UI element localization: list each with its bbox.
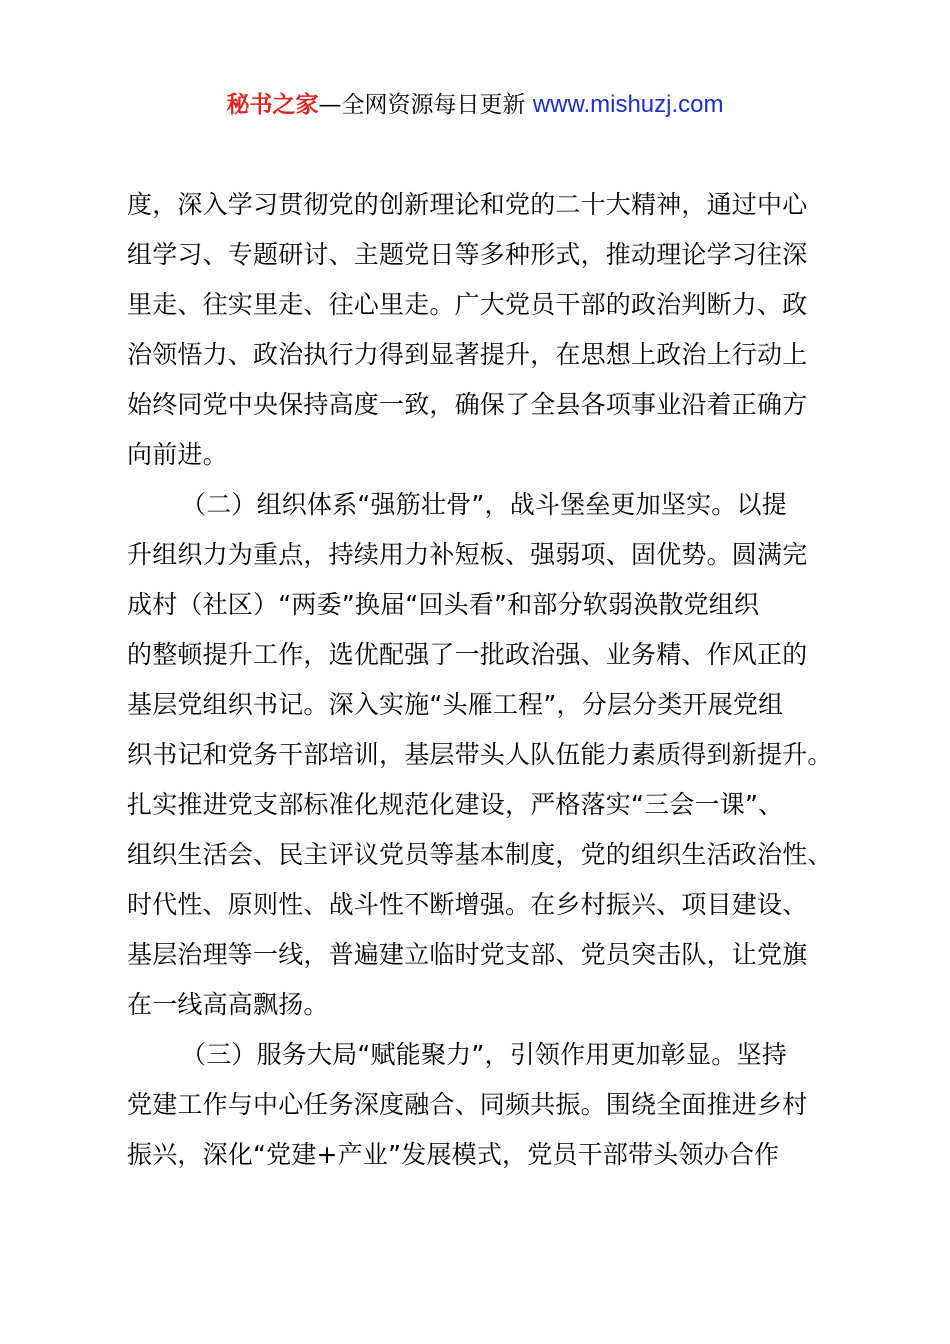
text-line: 组学习、专题研讨、主题党日等多种形式，推动理论学习往深 [127, 240, 808, 269]
text-line: 组织生活会、民主评议党员等基本制度，党的组织生活政治性、 [127, 840, 833, 869]
text-line: 升组织力为重点，持续用力补短板、强弱项、固优势。圆满完 [127, 540, 808, 569]
document-body [127, 180, 833, 1180]
text-line: 基层治理等一线，普遍建立临时党支部、党员突击队，让党旗 [127, 940, 808, 969]
text-line: 基层党组织书记。深入实施“头雁工程”，分层分类开展党组 [127, 690, 784, 719]
text-line: 振兴，深化“党建+产业”发展模式，党员干部带头领办合作 [127, 1140, 780, 1169]
text-line: 度，深入学习贯彻党的创新理论和党的二十大精神，通过中心 [127, 190, 808, 219]
text-line: 扎实推进党支部标准化规范化建设，严格落实“三会一课”、 [127, 790, 784, 819]
text-line: 始终同党中央保持高度一致，确保了全县各项事业沿着正确方 [127, 390, 808, 419]
text-line: 里走、往实里走、往心里走。广大党员干部的政治判断力、政 [127, 290, 808, 319]
paragraph-2 [127, 480, 833, 1030]
brand-name: 秘书之家 [226, 92, 319, 118]
text-line: 党建工作与中心任务深度融合、同频共振。围绕全面推进乡村 [127, 1090, 808, 1119]
header-tagline: —全网资源每日更新 [318, 92, 533, 118]
text-line: 的整顿提升工作，选优配强了一批政治强、业务精、作风正的 [127, 640, 808, 669]
page-header [0, 88, 950, 122]
text-line: （三）服务大局“赋能聚力”，引领作用更加彰显。坚持 [181, 1040, 787, 1069]
header-url-link[interactable]: www.mishuzj.com [532, 91, 724, 118]
text-line: 治领悟力、政治执行力得到显著提升，在思想上政治上行动上 [127, 340, 808, 369]
text-line: 在一线高高飘扬。 [127, 990, 329, 1019]
text-line: 织书记和党务干部培训，基层带头人队伍能力素质得到新提升。 [127, 740, 833, 769]
text-line: 向前进。 [127, 440, 228, 469]
text-line: 成村（社区）“两委”换届“回头看”和部分软弱涣散党组织 [127, 590, 760, 619]
paragraph-1 [127, 180, 827, 480]
text-line: 时代性、原则性、战斗性不断增强。在乡村振兴、项目建设、 [127, 890, 808, 919]
paragraph-3 [127, 1030, 827, 1180]
text-line: （二）组织体系“强筋壮骨”，战斗堡垒更加坚实。以提 [181, 490, 787, 519]
